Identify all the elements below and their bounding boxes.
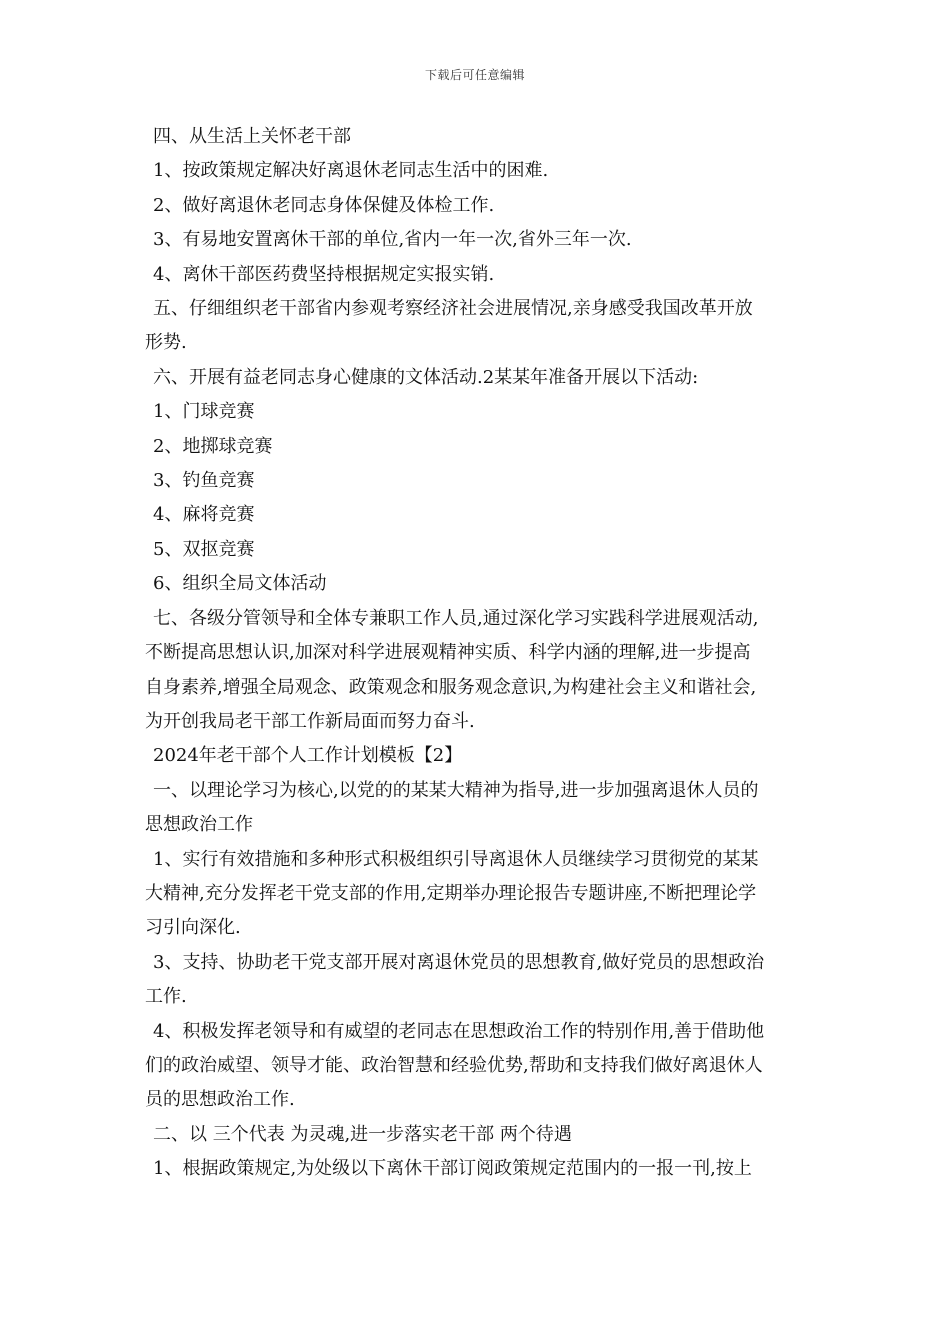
list-item: 2、做好离退休老同志身体保健及体检工作. [153,194,495,216]
section-heading: 七、各级分管领导和全体专兼职工作人员,通过深化学习实践科学进展观活动, [153,607,759,629]
list-item: 3、有易地安置离休干部的单位,省内一年一次,省外三年一次. [153,229,632,251]
header-note: 下载后可任意编辑 [424,68,525,82]
list-item: 3、钓鱼竞赛 [153,470,255,492]
list-item: 6、组织全局文体活动 [153,573,327,595]
list-item: 1、实行有效措施和多种形式积极组织引导离退休人员继续学习贯彻党的某某 [153,848,759,870]
document-subtitle: 2024年老干部个人工作计划模板【2】 [153,745,463,767]
list-item: 1、根据政策规定,为处级以下离休干部订阅政策规定范围内的一报一刊,按上 [153,1158,752,1180]
paragraph-line: 不断提高思想认识,加深对科学进展观精神实质、科学内涵的理解,进一步提高 [145,642,751,664]
paragraph-line: 工作. [145,986,187,1008]
paragraph-line: 为开创我局老干部工作新局面而努力奋斗. [145,710,475,732]
paragraph-line: 员的思想政治工作. [145,1089,295,1111]
paragraph-line: 形势. [145,332,187,354]
list-item: 2、地掷球竞赛 [153,435,273,457]
paragraph-line: 自身素养,增强全局观念、政策观念和服务观念意识,为构建社会主义和谐社会, [145,676,757,698]
document-body [145,120,810,1187]
paragraph-line: 思想政治工作 [145,814,253,836]
list-item: 1、门球竞赛 [153,401,255,423]
section-heading: 一、以理论学习为核心,以党的的某某大精神为指导,进一步加强离退休人员的 [153,779,759,801]
section-heading: 四、从生活上关怀老干部 [153,126,351,147]
list-item: 1、按政策规定解决好离退休老同志生活中的困难. [153,160,549,182]
list-item: 5、双抠竞赛 [153,538,255,560]
paragraph-line: 们的政治威望、领导才能、政治智慧和经验优势,帮助和支持我们做好离退休人 [145,1054,763,1076]
paragraph-line: 大精神,充分发挥老干党支部的作用,定期举办理论报告专题讲座,不断把理论学 [145,882,757,904]
list-item: 4、离休干部医药费坚持根据规定实报实销. [153,263,495,285]
list-item: 3、支持、协助老干党支部开展对离退休党员的思想教育,做好党员的思想政治 [153,951,765,973]
paragraph-line: 习引向深化. [145,917,241,939]
list-item: 4、麻将竞赛 [153,504,255,526]
section-heading: 二、以 三个代表 为灵魂,进一步落实老干部 两个待遇 [153,1123,572,1145]
list-item: 4、积极发挥老领导和有威望的老同志在思想政治工作的特别作用,善于借助他 [153,1020,765,1042]
section-heading: 五、仔细组织老干部省内参观考察经济社会进展情况,亲身感受我国改革开放 [153,298,753,320]
section-heading: 六、开展有益老同志身心健康的文体活动.2某某年准备开展以下活动: [153,366,699,388]
